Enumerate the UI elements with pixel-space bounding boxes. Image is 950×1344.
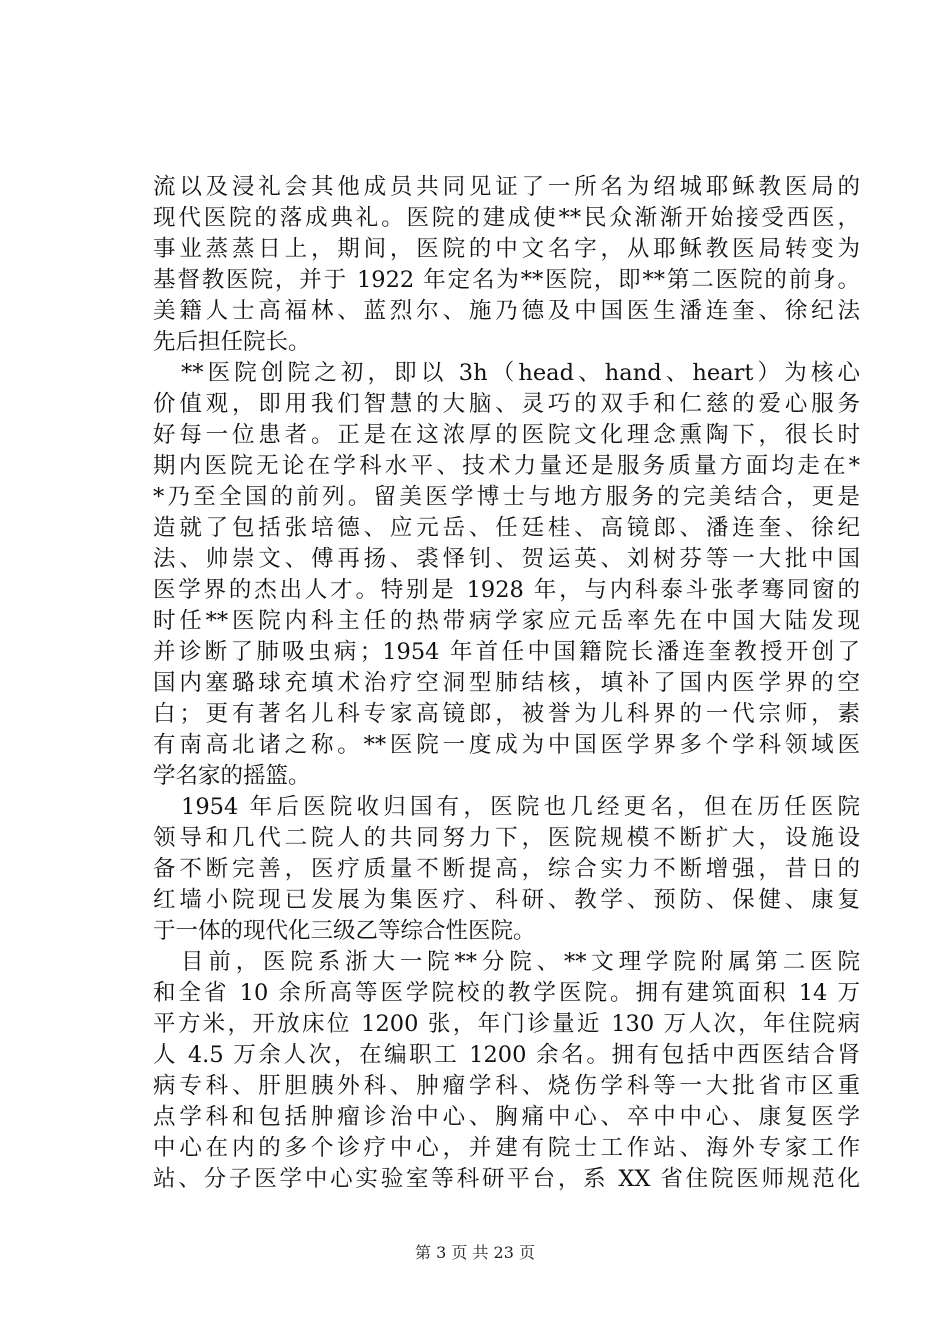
text-line: 基督教医院，并于 1922 年定名为**医院，即**第二医院的前身。 (153, 267, 860, 293)
text-line: 和全省 10 余所高等医学院校的教学医院。拥有建筑面积 14 万 (153, 980, 860, 1006)
text-line: 流以及浸礼会其他成员共同见证了一所名为绍城耶稣教医局的 (153, 174, 860, 200)
text-line: 事业蒸蒸日上，期间，医院的中文名字，从耶稣教医局转变为 (153, 236, 860, 262)
text-line: 国内塞璐球充填术治疗空洞型肺结核，填补了国内医学界的空 (153, 670, 860, 696)
text-line: 平方米，开放床位 1200 张，年门诊量近 130 万人次，年住院病 (153, 1011, 860, 1037)
text-line: 时任**医院内科主任的热带病学家应元岳率先在中国大陆发现 (153, 608, 860, 634)
text-line: 人 4.5 万余人次，在编职工 1200 余名。拥有包括中西医结合肾 (153, 1042, 860, 1068)
text-line: 1954 年后医院收归国有，医院也几经更名，但在历任医院 (181, 794, 860, 820)
text-line: 现代医院的落成典礼。医院的建成使**民众渐渐开始接受西医， (153, 205, 860, 231)
text-line: 有南高北诸之称。**医院一度成为中国医学界多个学科领域医 (153, 732, 860, 758)
text-line: 备不断完善，医疗质量不断提高，综合实力不断增强，昔日的 (153, 856, 860, 882)
document-body (153, 172, 860, 1195)
text-line: 中心在内的多个诊疗中心，并建有院士工作站、海外专家工作 (153, 1135, 860, 1161)
text-line: *乃至全国的前列。留美医学博士与地方服务的完美结合，更是 (153, 484, 860, 510)
text-line: 并诊断了肺吸虫病；1954 年首任中国籍院长潘连奎教授开创了 (153, 639, 860, 665)
text-line: 白；更有著名儿科专家高镜郎，被誉为儿科界的一代宗师，素 (153, 701, 860, 727)
text-line: 红墙小院现已发展为集医疗、科研、教学、预防、保健、康复 (153, 887, 860, 913)
text-line: 医学界的杰出人才。特别是 1928 年，与内科泰斗张孝骞同窗的 (153, 577, 860, 603)
text-line: 造就了包括张培德、应元岳、任廷桂、高镜郎、潘连奎、徐纪 (153, 515, 860, 541)
text-line: 法、帅崇文、傅再扬、裘怿钊、贺运英、刘树芬等一大批中国 (153, 546, 860, 572)
text-line: 点学科和包括肿瘤诊治中心、胸痛中心、卒中中心、康复医学 (153, 1104, 860, 1130)
text-line: 目前，医院系浙大一院**分院、**文理学院附属第二医院 (181, 949, 860, 975)
text-line: 先后担任院长。 (153, 329, 311, 355)
text-line: **医院创院之初，即以 3h（head、hand、heart）为核心 (181, 360, 860, 386)
text-line: 于一体的现代化三级乙等综合性医院。 (153, 918, 536, 944)
text-line: 领导和几代二院人的共同努力下，医院规模不断扩大，设施设 (153, 825, 860, 851)
text-line: 美籍人士高福林、蓝烈尔、施乃德及中国医生潘连奎、徐纪法 (153, 298, 860, 324)
text-line: 站、分子医学中心实验室等科研平台，系 XX 省住院医师规范化 (153, 1166, 860, 1192)
text-line: 期内医院无论在学科水平、技术力量还是服务质量方面均走在* (153, 453, 860, 479)
text-line: 好每一位患者。正是在这浓厚的医院文化理念熏陶下，很长时 (153, 422, 860, 448)
text-line: 学名家的摇篮。 (153, 763, 311, 789)
text-line: 价值观，即用我们智慧的大脑、灵巧的双手和仁慈的爱心服务 (153, 391, 860, 417)
page-footer: 第 3 页 共 23 页 (415, 1243, 535, 1262)
text-line: 病专科、肝胆胰外科、肿瘤学科、烧伤学科等一大批省市区重 (153, 1073, 860, 1099)
